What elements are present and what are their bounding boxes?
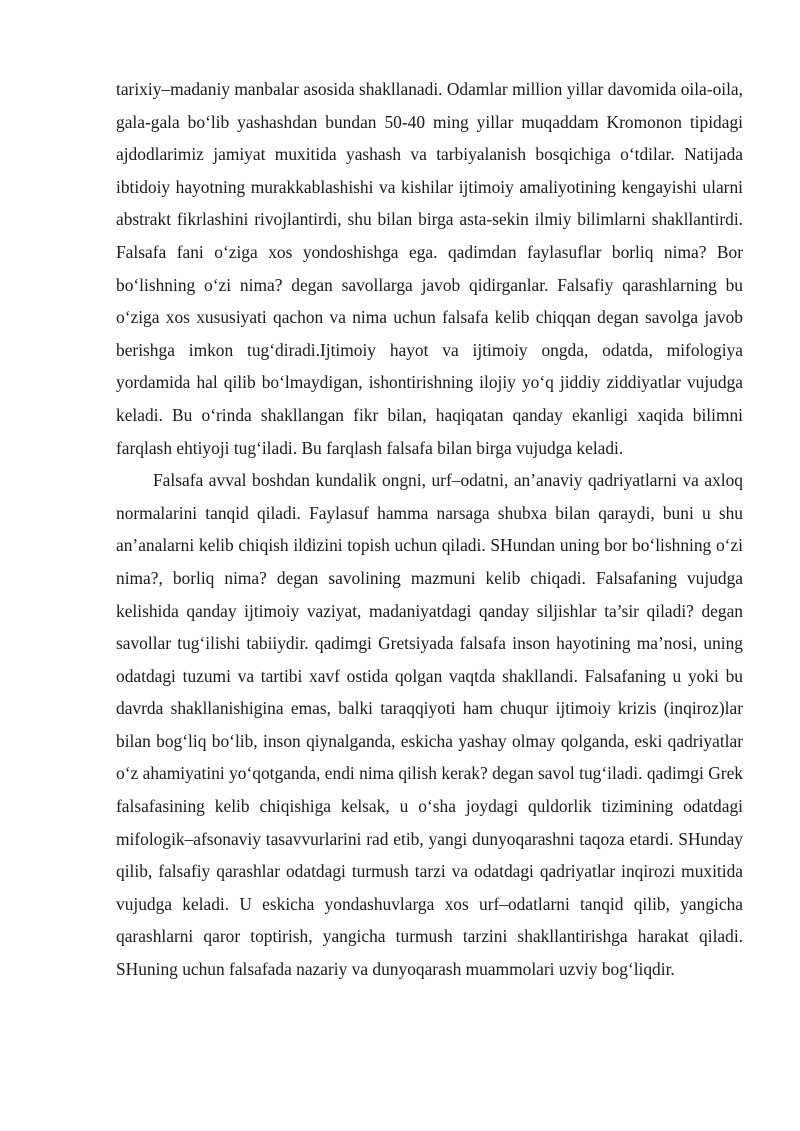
paragraph-continuation: tarixiy–madaniy manbalar asosida shakllanadi. Odamlar million yillar davomida oila-oila, gala-gala bo‘lib yashashdan bundan 50-40 ming yillar muqaddam Kromonon tipidagi ajdodlarimiz jamiyat muxitida yashash va tarbiyalanish bosqichiga o‘tdilar. Natijada ibtidoiy hayotning murakkablashishi va kishilar ijtimoiy amaliyotining kengayishi ularni abstrakt fikrlashini rivojlantirdi, shu bilan birga asta-sekin ilmiy bilimlarni shakllantirdi. Falsafa fani o‘ziga xos yondoshishga ega. qadimdan faylasuflar borliq nima? Bor bo‘lishning o‘zi nima? degan savollarga javob qidirganlar. Falsafiy qarashlarning bu o‘ziga xos xususiyati qachon va nima uchun falsafa kelib chiqqan degan savolga javob berishga imkon tug‘diradi.Ijtimoiy hayot va ijtimoiy ongda, odatda, mifologiya yordamida hal qilib bo‘lmaydigan, ishontirishning ilojiy yo‘q jiddiy ziddiyatlar vujudga keladi. Bu o‘rinda shakllangan fikr bilan, haqiqatan qanday ekanligi xaqida bilimni farqlash ehtiyoji tug‘iladi. Bu farqlash falsafa bilan birga vujudga keladi. bbox=[116, 79, 743, 458]
body-text bbox=[116, 73, 743, 986]
paragraph-falsafa-criticism: Falsafa avval boshdan kundalik ongni, urf–odatni, an’anaviy qadriyatlarni va axloq normalarini tanqid qiladi. Faylasuf hamma narsaga shubxa bilan qaraydi, buni u shu an’analarni kelib chiqish ildizini topish uchun qiladi. SHundan uning bor bo‘lishning o‘zi nima?, borliq nima? degan savolining mazmuni kelib chiqadi. Falsafaning vujudga kelishida qanday ijtimoiy vaziyat, madaniyatdagi qanday siljishlar ta’sir qiladi? degan savollar tug‘ilishi tabiiydir. qadimgi Gretsiyada falsafa inson hayotining ma’nosi, uning odatdagi tuzumi va tartibi xavf ostida qolgan vaqtda shakllandi. Falsafaning u yoki bu davrda shakllanishigina emas, balki taraqqiyoti ham chuqur ijtimoiy krizis (inqiroz)lar bilan bog‘liq bo‘lib, inson qiynalganda, eskicha yashay olmay qolganda, eski qadriyatlar o‘z ahamiyatini yo‘qotganda, endi nima qilish kerak? degan savol tug‘iladi. qadimgi Grek falsafasining kelib chiqishiga kelsak, u o‘sha joydagi quldorlik tizimining odatdagi mifologik–afsonaviy tasavvurlarini rad etib, yangi dunyoqarashni taqoza etardi. SHunday qilib, falsafiy qarashlar odatdagi turmush tarzi va odatdagi qadriyatlar inqirozi muxitida vujudga keladi. U eskicha yondashuvlarga xos urf–odatlarni tanqid qilib, yangicha qarashlarni qaror toptirish, yangicha turmush tarzini shakllantirishga harakat qiladi. SHuning uchun falsafada nazariy va dunyoqarash muammolari uzviy bog‘liqdir. bbox=[116, 470, 743, 980]
